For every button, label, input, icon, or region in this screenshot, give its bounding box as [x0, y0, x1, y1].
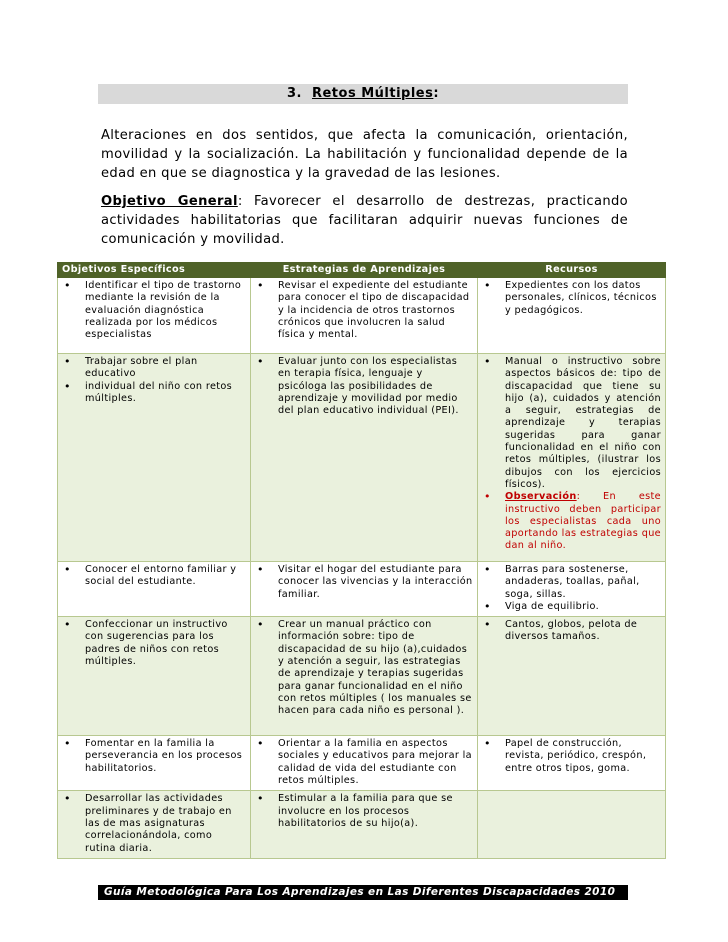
section-title-colon: : — [433, 86, 440, 101]
list-item: • Desarrollar las actividades preliminares y de trabajo en las de mas asignaturas correlacionándola, como rutina diaria. — [62, 793, 246, 854]
observation-item — [482, 491, 661, 552]
header-estrategias: Estrategias de Aprendizajes — [251, 263, 478, 278]
cell-recurso — [478, 617, 666, 736]
cell-objetivo — [58, 562, 251, 617]
section-title — [98, 84, 628, 104]
cell-objetivo — [58, 791, 251, 858]
section-number: 3. — [286, 86, 302, 101]
cell-objetivo — [58, 354, 251, 562]
list-item: • Manual o instructivo sobre aspectos básicos de: tipo de discapacidad que tiene su hijo (a), cuidados y atención a seguir, estrategias de aprendizaje y terapias sugeridas para ganar funcionalidad en el niño con retos múltiples, (ilustrar los dibujos con los ejercicios físicos). — [482, 356, 661, 491]
list-item: • Crear un manual práctico con información sobre: tipo de discapacidad de su hijo (a),cuidados y atención a seguir, las estrategias de aprendizaje y terapias sugeridas para ganar funcionalidad en el niño con retos múltiples ( los manuales se hacen para cada niño es personal ). — [255, 619, 473, 717]
objective-colon: : — [237, 194, 243, 209]
list-item: • Expedientes con los datos personales, clínicos, técnicos y pedagógicos. — [482, 280, 661, 317]
table-row — [58, 736, 666, 791]
page-footer: Guía Metodológica Para Los Aprendizajes en Las Diferentes Discapacidades 2010 — [98, 885, 628, 900]
list-item: • Trabajar sobre el plan educativo — [62, 356, 246, 381]
list-item: • Conocer el entorno familiar y social del estudiante. — [62, 564, 246, 589]
table-row — [58, 278, 666, 354]
cell-objetivo — [58, 278, 251, 354]
list-item: • Confeccionar un instructivo con sugerencias para los padres de niños con retos múltiples. — [62, 619, 246, 668]
cell-estrategia — [251, 354, 478, 562]
objectives-table — [57, 262, 666, 859]
cell-objetivo — [58, 617, 251, 736]
observation-label: Observación — [505, 491, 577, 503]
table-header-row — [58, 263, 666, 278]
objective-paragraph — [101, 192, 628, 249]
list-item: • Viga de equilibrio. — [482, 601, 661, 613]
cell-estrategia — [251, 278, 478, 354]
cell-recurso — [478, 736, 666, 791]
cell-estrategia — [251, 617, 478, 736]
cell-recurso — [478, 278, 666, 354]
list-item: • Identificar el tipo de trastorno mediante la revisión de la evaluación diagnóstica realizada por los médicos especialistas — [62, 280, 246, 341]
observation-text: En este instructivo deben participar los especialistas cada uno aportando las estrategias que dan al niño. — [505, 491, 661, 552]
table-row — [58, 354, 666, 562]
list-item: • Papel de construcción, revista, periódico, crespón, entre otros tipos, goma. — [482, 738, 661, 775]
cell-estrategia — [251, 736, 478, 791]
list-item: • Cantos, globos, pelota de diversos tamaños. — [482, 619, 661, 644]
list-item: • Fomentar en la familia la perseverancia en los procesos habilitatorios. — [62, 738, 246, 775]
list-item: • Orientar a la familia en aspectos sociales y educativos para mejorar la calidad de vida del estudiante con retos múltiples. — [255, 738, 473, 787]
table-row — [58, 791, 666, 858]
list-item: • Barras para sostenerse, andaderas, toallas, pañal, soga, sillas. — [482, 564, 661, 601]
cell-recurso — [478, 562, 666, 617]
section-title-text: Retos Múltiples — [311, 86, 434, 101]
observation-colon: : — [576, 491, 581, 503]
list-item: • Estimular a la familia para que se involucre en los procesos habilitatorios de su hijo(a). — [255, 793, 473, 830]
list-item: • Evaluar junto con los especialistas en terapia física, lenguaje y psicóloga las posibilidades de aprendizaje y movilidad por medio del plan educativo individual (PEI). — [255, 356, 473, 417]
cell-objetivo — [58, 736, 251, 791]
cell-recurso — [478, 354, 666, 562]
list-item: • Visitar el hogar del estudiante para conocer las vivencias y la interacción familiar. — [255, 564, 473, 601]
table-row — [58, 617, 666, 736]
cell-estrategia — [251, 562, 478, 617]
table-row — [58, 562, 666, 617]
header-objetivos: Objetivos Específicos — [58, 263, 251, 278]
intro-paragraph: Alteraciones en dos sentidos, que afecta la comunicación, orientación, movilidad y la socialización. La habilitación y funcionalidad depende de la edad en que se diagnostica y la gravedad de las lesiones. — [101, 128, 628, 181]
cell-recurso — [478, 791, 666, 858]
objective-text: Favorecer el desarrollo de destrezas, practicando actividades habilitatorias que facilitaran adquirir nuevas funciones de comunicación y movilidad. — [101, 194, 628, 247]
objective-label: Objetivo General — [101, 194, 238, 209]
header-recursos: Recursos — [478, 263, 666, 278]
cell-estrategia — [251, 791, 478, 858]
list-item: • individual del niño con retos múltiples. — [62, 381, 246, 406]
list-item: • Revisar el expediente del estudiante para conocer el tipo de discapacidad y la incidencia de otros trastornos crónicos que involucren la salud física y mental. — [255, 280, 473, 341]
